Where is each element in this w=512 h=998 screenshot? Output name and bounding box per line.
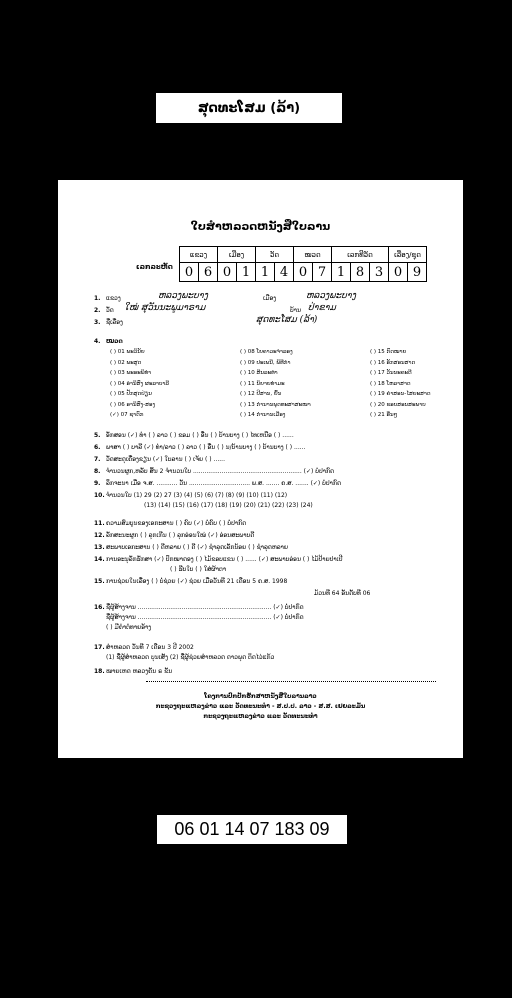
footer-line: ໂຄງການປົກປັກຮັກສາຫນັງສືໃບລານລາວ [204, 693, 317, 700]
field-number: 17. [94, 644, 105, 651]
code-table [179, 246, 427, 282]
field-number: 2. [94, 307, 101, 314]
code-header: ແຂວງ [180, 247, 218, 263]
code-digit: 3 [370, 263, 389, 282]
microfilm-row: ມ້ວນທີ 64 ອັນດັບທີ 06 [314, 590, 371, 597]
category-option[interactable]: ( ) 14 ກຳນານເມືອງ [240, 412, 286, 418]
field-value: ຫລວງພະບາງ [158, 291, 208, 301]
field-number: 10. [94, 492, 105, 499]
field-number: 14. [94, 556, 105, 563]
field-value: ຫລວງພະບາງ [306, 291, 356, 301]
survey-date-row: ສຳຫລວດ ວັນທີ 7 ເດືອນ 3 ປີ 2002 [106, 644, 194, 651]
code-digit: 0 [389, 263, 408, 282]
code-digit: 4 [275, 263, 294, 282]
field-label: ຊື່ເລື່ອງ [106, 319, 123, 326]
category-option[interactable]: ( ) 04 ອໍານິສົງ ຜະລາບາລີ [110, 380, 169, 387]
category-option[interactable]: ( ) 09 ປະເພນີ, ພິທີກຳ [240, 359, 291, 366]
code-digit: 7 [313, 263, 332, 282]
category-option[interactable]: ( ) 08 ໂຍຄາວະຈຳລອງ [240, 349, 293, 355]
code-header: ເມືອງ [218, 247, 256, 263]
code-header: ວັດ [256, 247, 294, 263]
manuscript-id-label: 06 01 14 07 183 09 [157, 815, 347, 844]
field-number: 9. [94, 480, 101, 487]
category-option[interactable]: ( ) 06 ອານິສົງ-ສອງ [110, 401, 156, 408]
category-option[interactable]: ( ) 16 ອັກສອນສາດ [370, 359, 416, 366]
header-label: ສຸດທະໂສມ (ລ້າ) [156, 93, 342, 123]
code-digit: 0 [294, 263, 313, 282]
field-number: 7. [94, 456, 101, 463]
microfilm-row: ການຊ່ວຍໃນເລື່ອງ ( ) ບໍ່ຊ່ວຍ (✓) ຊ່ວຍ ເມື່ອວັນທີ 21 ເດືອນ 5 ຄ.ສ. 1998 [106, 578, 288, 585]
category-option[interactable]: ( ) 17 ວັນນະຄະດີ [370, 370, 412, 376]
category-option[interactable]: ( ) 18 ໂຫລາສາດ [370, 380, 411, 387]
code-digit: 9 [408, 263, 427, 282]
completeness-row: ຄວາມສົມບູນຂອງເອກະສານ ( ) ຄົບ (✓) ບໍ່ຄົບ ( ) ບໍ່ປາກົດ [106, 520, 247, 527]
code-digit: 6 [199, 263, 218, 282]
code-label: ເລກລະຫັດ [136, 263, 173, 271]
field-number: 16. [94, 604, 105, 611]
material-row: ວັດສະດຸເຄື່ອງຂຽນ (✓) ໃບລານ ( ) ເຈ້ຍ ( ) ...... [106, 456, 225, 463]
field-number: 15. [94, 578, 105, 585]
field-number: 3. [94, 319, 101, 326]
conservation-row: ( ) ຮີບໃບ ( ) ໃສ່ຜ້າຕາ [170, 566, 227, 573]
code-digit: 8 [351, 263, 370, 282]
colophon-row: ( ) ມີຄຳຕໍ່ທາຍອ້າງ [106, 624, 152, 631]
date-row: ລຶກຈະນາ ເມື່ອ ຈ.ສ. ........... ວັນ ................................ ພ.ສ. ....... ຄ.ສ. ....... (✓) ບໍ່ປາກົດ [106, 480, 341, 487]
code-header: ເລື່ອງ/ຊຸດ [389, 247, 427, 263]
field-number: 1. [94, 295, 101, 302]
field-number: 12. [94, 532, 105, 539]
category-option[interactable]: ( ) 05 ປັກສຸດປ່ຽນ [110, 391, 152, 397]
code-digit: 0 [180, 263, 199, 282]
category-option[interactable]: (✓) 07 ຊາດົກ [110, 412, 144, 418]
form-title: ໃບສຳຫລວດຫນັງສືໃບລານ [190, 220, 331, 233]
field-number: 13. [94, 544, 105, 551]
category-option[interactable]: ( ) 21 ອື່ນໆ [370, 412, 398, 418]
field-number: 8. [94, 468, 101, 475]
footer-line: ກະຊວງຖະແຫລງຂ່າວ ແລະ ວັດທະນະທຳ - ສ.ປ.ປ. ລາວ - ສ.ສ. ເຢຍລະມັນ [155, 703, 366, 710]
condition-row: ສະພາບເອກະສານ ( ) ດີຫລາຍ ( ) ດີ (✓) ຊຳລຸດເລັກນ້ອຍ ( ) ຊຳລຸດຫລາຍ [106, 544, 289, 551]
script-row: ອັກສອນ (✓) ທຳ ( ) ລາວ ( ) ຂອມ ( ) ອື່ນ ( ) ບ້ານບາງ ( ) ໄທເຫນືອ ( ) ...... [106, 432, 294, 439]
field-label: ວັດ [106, 307, 114, 314]
field-number: 18. [94, 668, 105, 675]
field-label: ບ້ານ [290, 307, 301, 314]
field-value: ໃໝ່ ສຸວັນນະພູມາຣາມ [124, 303, 206, 313]
category-option[interactable]: ( ) 02 ພະສູດ [110, 359, 142, 366]
remarks-line [146, 680, 436, 682]
category-option[interactable]: ( ) 10 ສິນລະທຳ [240, 370, 278, 376]
bundle-type-row: ລັກສະນະຜູກ ( ) ລຸກເກີນ ( ) ລຸກອ່ອນໃໝ່ (✓) ອ່ອນສະພາບດີ [106, 532, 255, 539]
leaf-count-row: ຈຳນວນໃບ (1) 29 (2) 27 (3) (4) (5) (6) (7) (8) (9) (10) (11) (12) [106, 492, 288, 499]
scribe-row: ຊື່ຜູ້ສ້າງຈານ ...................................................................... (✓) ບໍ່ປາກົດ [106, 604, 304, 611]
field-label: ແຂວງ [106, 295, 121, 302]
footer-line: ກະຊວງຖະແຫລງຂ່າວ ແລະ ວັດທະນະທຳ [203, 713, 318, 720]
category-option[interactable]: ( ) 03 ພະອະພິທຳ [110, 370, 152, 376]
code-header: ເລກທີວັດ [332, 247, 389, 263]
field-number: 6. [94, 444, 101, 451]
category-option[interactable]: ( ) 01 ພະວິນັຍ [110, 349, 145, 355]
category-option[interactable]: ( ) 13 ກຳນານພຸດທະສາສະໜາ [240, 401, 311, 408]
code-header: ໝວດ [294, 247, 332, 263]
field-number: 11. [94, 520, 105, 527]
category-option[interactable]: ( ) 20 ຂອບສອນສະພາບ [370, 401, 426, 408]
conservation-row: ການອະນຸລັກຮັກສາ (✓) ປົກໝາດອງ ( ) ໄມ້ຂອບແຂນ ( ) ...... (✓) ສະພາບອ່ອນ ( ) ໄມ້ປ້າຍປາເປີ [106, 556, 343, 563]
category-label: ໝວດ [106, 338, 123, 345]
leaf-count-row: (13) (14) (15) (16) (17) (18) (19) (20) (21) (22) (23) (24) [144, 502, 313, 509]
code-digit: 1 [256, 263, 275, 282]
field-number: 4. [94, 338, 101, 345]
bundle-count-row: ຈຳນວນຜູກ,ຫລັບ ສິ້ນ 2 ຈຳນວນໃບ ......................................................... (✓) ບໍ່ປາກົດ [106, 468, 335, 475]
category-option[interactable]: ( ) 12 ປີສານ, ຍົ້ນ [240, 391, 282, 397]
field-value: ສຸດທະໂສມ (ລ້າ) [256, 315, 318, 325]
category-grid [110, 347, 450, 421]
field-label: ເມືອງ [263, 295, 277, 302]
language-row: ພາສາ ( ) ບາລີ (✓) ທຳ/ລາວ ( ) ລາວ ( ) ອື່ນ ( ) ນ/ບ້ານບາງ ( ) ບ້ານບາງ ( ) ...... [106, 444, 306, 451]
sponsor-row: ຊື່ຜູ້ສ້າງຈານ ...................................................................... (✓) ບໍ່ປາກົດ [106, 614, 304, 621]
survey-form [58, 180, 463, 758]
field-value: ປ່າຂາມ [308, 303, 336, 313]
category-option[interactable]: ( ) 11 ນິຍາຍທຳມະ [240, 380, 285, 387]
field-number: 5. [94, 432, 101, 439]
code-digit: 0 [218, 263, 237, 282]
surveyor-row: (1) ຊື່ຜູ້ສຳຫລວດ ບຸນເສັງ (2) ຊື່ຜູ້ຊ່ວຍສຳຫລວດ ດາວພຸດ ຕິດໄວ່ແກ້ວ [106, 654, 275, 661]
code-digit: 1 [237, 263, 256, 282]
category-option[interactable]: ( ) 19 ຄຳສອນ-ໄສຍະສາດ [370, 391, 431, 397]
remarks-row: ໝາຍເຫດ ຫລວງຄັນ ຣ ຂັນ [106, 668, 173, 675]
code-digit: 1 [332, 263, 351, 282]
category-option[interactable]: ( ) 15 ກົດໝາຍ [370, 349, 407, 355]
